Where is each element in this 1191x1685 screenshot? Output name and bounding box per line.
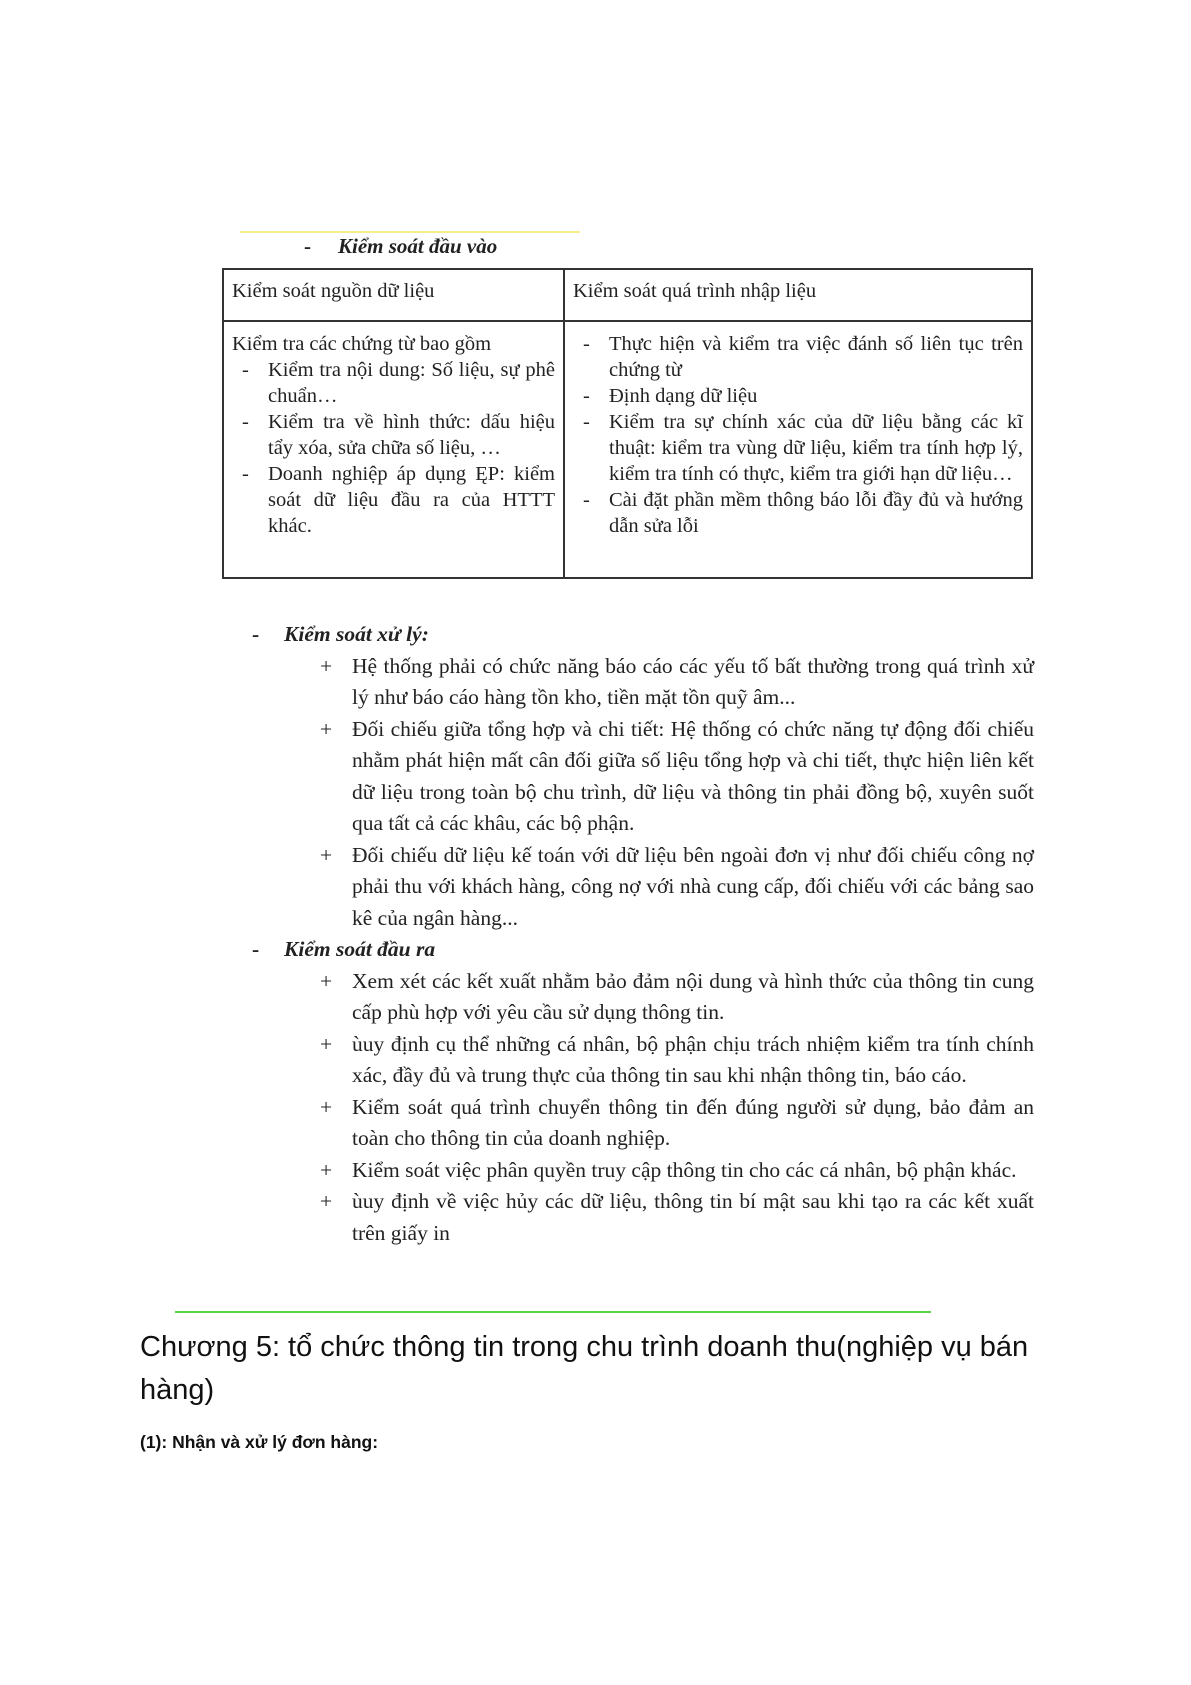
list-item: - Kiểm tra sự chính xác của dữ liệu bằng các kĩ thuật: kiểm tra vùng dữ liệu, kiểm tra tính hợp lý, kiểm tra tính có thực, kiểm tra giới hạn dữ liệu…	[573, 409, 1023, 487]
input-control-heading-text: Kiểm soát đầu vào	[338, 234, 498, 258]
list-item: + Đối chiếu dữ liệu kế toán với dữ liệu bên ngoài đơn vị như đối chiếu công nợ phải thu với khách hàng, công nợ với nhà cung cấp, đối chiếu với các bảng sao kê của ngân hàng...	[352, 840, 1034, 935]
table-header-source: Kiểm soát nguồn dữ liệu	[223, 269, 564, 321]
list-item: + Kiểm soát quá trình chuyển thông tin đến đúng người sử dụng, bảo đảm an toàn cho thông tin của doanh nghiệp.	[352, 1092, 1034, 1155]
input-control-heading: - Kiểm soát đầu vào	[304, 234, 498, 258]
list-item: + ùuy định về việc hủy các dữ liệu, thông tin bí mật sau khi tạo ra các kết xuất trên giấy in	[352, 1186, 1034, 1249]
entry-list	[573, 331, 1023, 539]
list-item: + Hệ thống phải có chức năng báo cáo các yếu tố bất thường trong quá trình xử lý như báo cáo hàng tồn kho, tiền mặt tồn quỹ âm...	[352, 651, 1034, 714]
list-item: + Kiểm soát việc phân quyền truy cập thông tin cho các cá nhân, bộ phận khác.	[352, 1155, 1034, 1187]
list-item: + ùuy định cụ thể những cá nhân, bộ phận chịu trách nhiệm kiểm tra tính chính xác, đầy đủ và trung thực của thông tin sau khi nhận thông tin, báo cáo.	[352, 1029, 1034, 1092]
table-cell-entry	[564, 321, 1032, 578]
processing-control-heading: - Kiểm soát xử lý:	[252, 619, 1034, 651]
source-list	[232, 357, 555, 539]
list-item: - Cài đặt phần mềm thông báo lỗi đầy đủ và hướng dẫn sửa lỗi	[573, 487, 1023, 539]
output-control-list	[252, 966, 1034, 1250]
divider-line	[175, 1311, 931, 1313]
source-intro: Kiểm tra các chứng từ bao gồm	[232, 333, 492, 355]
output-control-heading: - Kiểm soát đầu ra	[252, 934, 1034, 966]
list-item: - Kiểm tra nội dung: Số liệu, sự phê chuẩn…	[232, 357, 555, 409]
chapter-title: Chương 5: tổ chức thông tin trong chu trình doanh thu(nghiệp vụ bán hàng)	[140, 1331, 1029, 1406]
list-item: + Đối chiếu giữa tổng hợp và chi tiết: Hệ thống có chức năng tự động đối chiếu nhằm phát hiện mất cân đối giữa số liệu tổng hợp và chi tiết, thực hiện liên kết dữ liệu trong toàn bộ chu trình, dữ liệu và thông tin phải đồng bộ, xuyên suốt qua tất cả các khâu, các bộ phận.	[352, 714, 1034, 840]
list-item: - Kiểm tra về hình thức: dấu hiệu tẩy xóa, sửa chữa số liệu, …	[232, 409, 555, 461]
table-header-entry: Kiểm soát quá trình nhập liệu	[564, 269, 1032, 321]
input-control-table	[222, 268, 1033, 579]
subheading: (1): Nhận và xử lý đơn hàng:	[140, 1432, 379, 1452]
processing-control-list	[252, 651, 1034, 935]
processing-control-section	[252, 619, 1034, 1249]
highlight-line	[240, 231, 580, 233]
table-cell-source	[223, 321, 564, 578]
list-item: - Doanh nghiệp áp dụng ĘP: kiểm soát dữ liệu đầu ra của HTTT khác.	[232, 461, 555, 539]
list-item: - Thực hiện và kiểm tra việc đánh số liên tục trên chứng từ	[573, 331, 1023, 383]
list-item: - Định dạng dữ liệu	[573, 383, 1023, 409]
list-item: + Xem xét các kết xuất nhằm bảo đảm nội dung và hình thức của thông tin cung cấp phù hợp với yêu cầu sử dụng thông tin.	[352, 966, 1034, 1029]
